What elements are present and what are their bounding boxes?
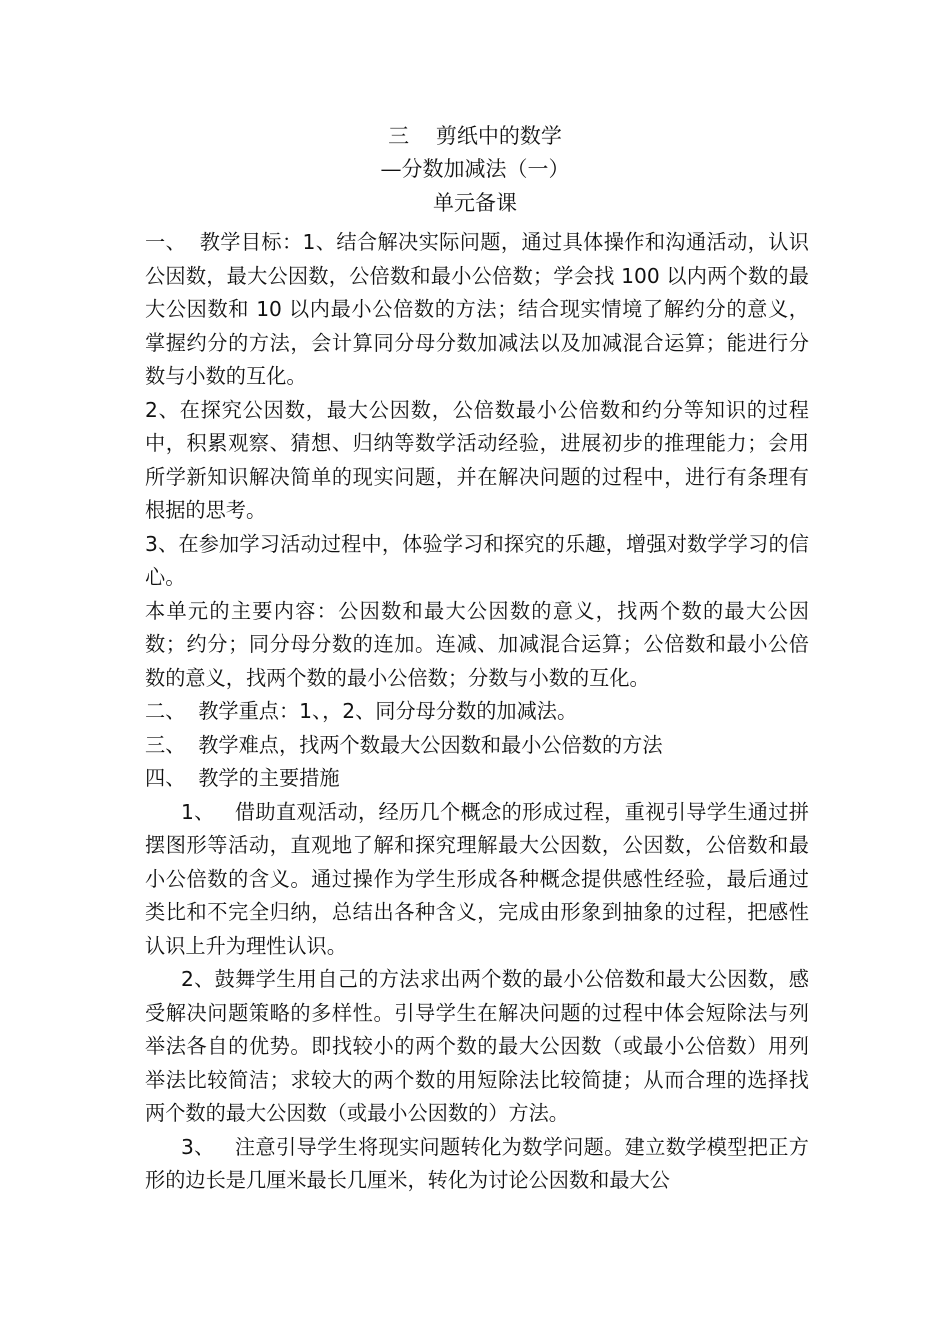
paragraph-measure-3: 3、 注意引导学生将现实问题转化为数学问题。建立数学模型把正方形的边长是几厘米最长几厘米，转化为讨论公因数和最大公 xyxy=(145,1134,809,1192)
paragraph-measure-2: 2、鼓舞学生用自己的方法求出两个数的最小公倍数和最大公因数，感受解决问题策略的多样性。引导学生在解决问题的过程中体会短除法与列举法各自的优势。即找较小的两个数的最大公因数（或最小公倍数）用列举法比较简洁；求较大的两个数的用短除法比较简捷；从而合理的选择找两个数的最大公因数（或最小公因数的）方法。 xyxy=(145,967,809,1125)
paragraph-key-points: 二、 教学重点：1、，2、同分母分数的加减法。 xyxy=(145,699,578,723)
paragraph-goal-2: 2、在探究公因数，最大公因数，公倍数最小公倍数和约分等知识的过程中，积累观察、猜想、归纳等数学活动经验，进展初步的推理能力；会用所学新知识解决简单的现实问题，并在解决问题的过程中，进行有条理有根据的思考。 xyxy=(145,397,809,522)
title-line-1: 三 剪纸中的数学 xyxy=(388,124,562,148)
paragraph-measures-heading: 四、 教学的主要措施 xyxy=(145,766,340,790)
paragraph-goal-3: 3、在参加学习活动过程中，体验学习和探究的乐趣，增强对数学学习的信心。 xyxy=(145,531,809,589)
title-line-2: —分数加减法（一） xyxy=(380,157,570,181)
paragraph-teaching-goals: 一、 教学目标：1、结合解决实际问题，通过具体操作和沟通活动，认识公因数，最大公因数，公倍数和最小公倍数；学会找 100 以内两个数的最大公因数和 10 以内最小公倍数的方法；结合现实情境了解约分的意义，掌握约分的方法，会计算同分母分数加减法以及加减混合运算；能进行分数与小数的互化。 xyxy=(145,230,809,388)
title-line-3: 单元备课 xyxy=(433,191,517,215)
document-body xyxy=(145,226,809,1198)
paragraph-measure-1: 1、 借助直观活动，经历几个概念的形成过程，重视引导学生通过拼摆图形等活动，直观地了解和探究理解最大公因数，公因数，公倍数和最小公倍数的含义。通过操作为学生形成各种概念提供感性经验，最后通过类比和不完全归纳，总结出各种含义，完成由形象到抽象的过程，把感性认识上升为理性认识。 xyxy=(145,799,809,958)
paragraph-main-content: 本单元的主要内容：公因数和最大公因数的意义，找两个数的最大公因数；约分；同分母分数的连加。连减、加减混合运算；公倍数和最小公倍数的意义，找两个数的最小公倍数；分数与小数的互化。 xyxy=(145,598,809,690)
paragraph-difficulties: 三、 教学难点，找两个数最大公因数和最小公倍数的方法 xyxy=(145,732,663,757)
